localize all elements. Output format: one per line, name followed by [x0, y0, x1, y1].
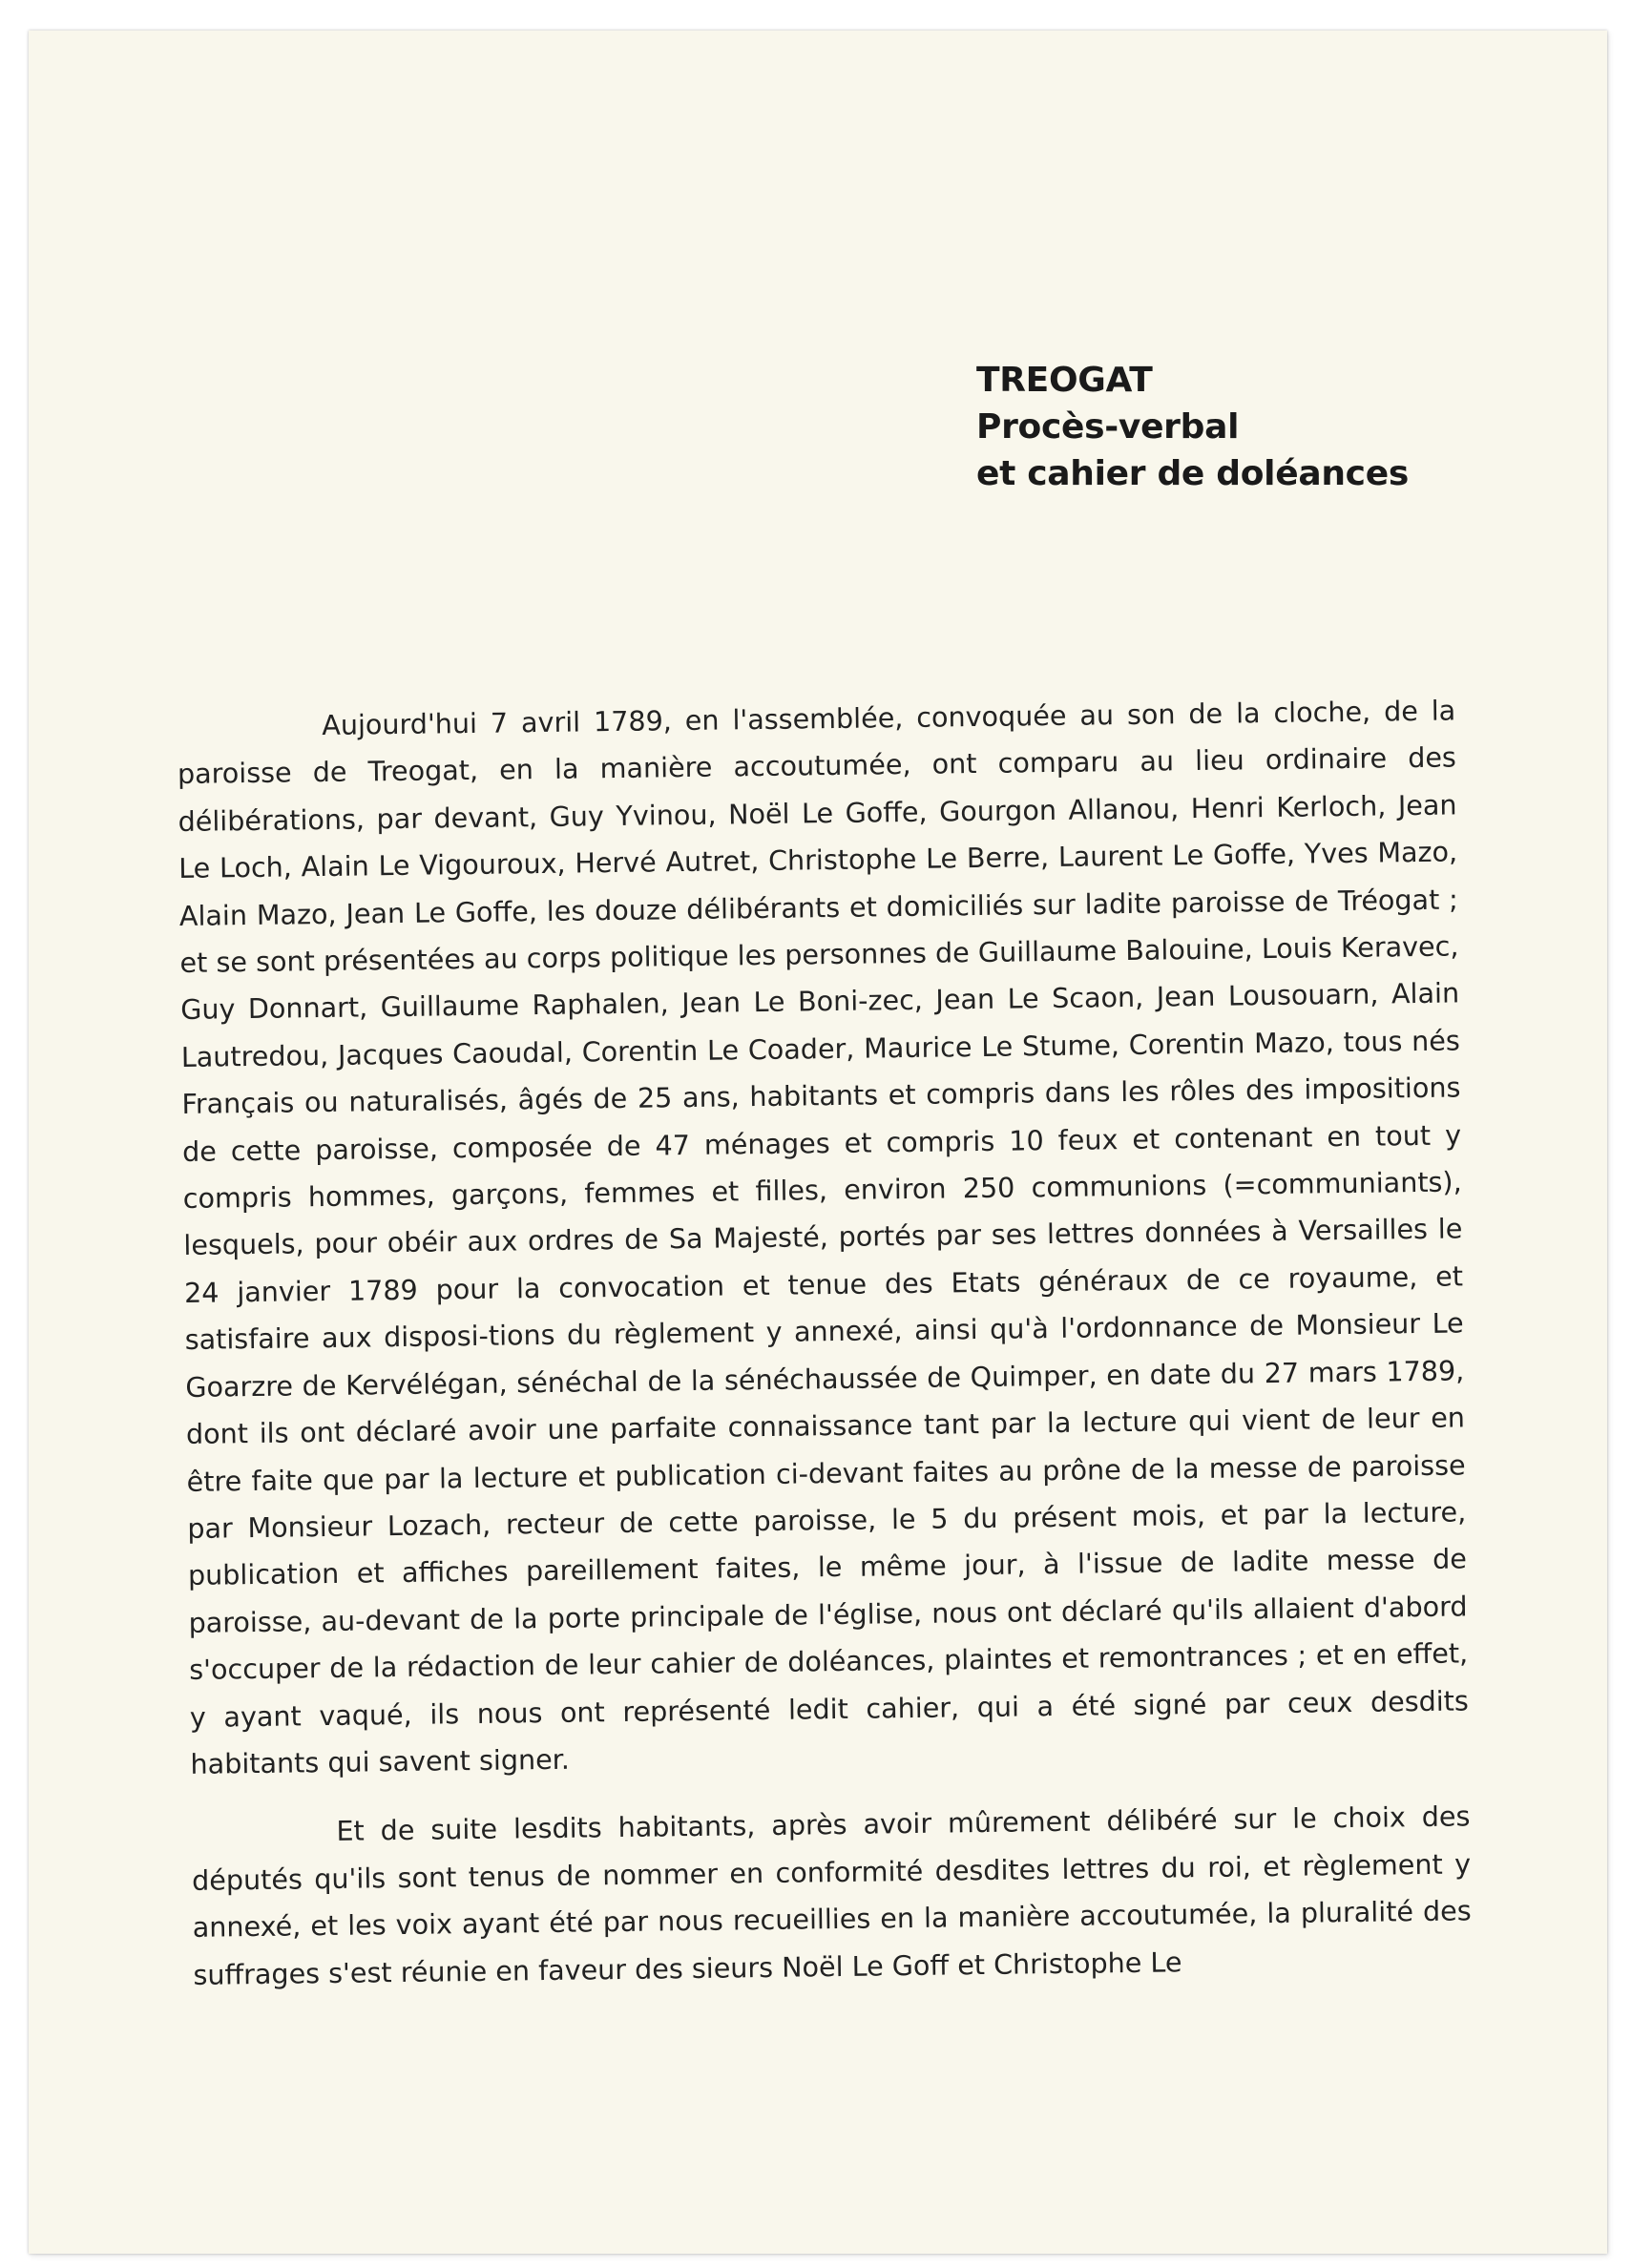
document-page — [29, 31, 1607, 2254]
heading-subtitle: Procès-verbal — [976, 407, 1240, 447]
heading-subtitle-continued: et cahier de doléances — [976, 454, 1409, 493]
heading-parish: TREOGAT — [976, 361, 1153, 400]
paragraph-2: Et de suite lesdits habitants, après avoir mûrement délibéré sur le choix des députés qu'ils sont tenus de nommer en conformité desdites lettres du roi, et règlement y annexé, et les voix ayant été par nous recueillies en la manière accoutumée, la pluralité des suffrages s'est réunie en faveur des sieurs Noël Le Goff et Christophe Le — [191, 1800, 1472, 1991]
paragraph-1: Aujourd'hui 7 avril 1789, en l'assemblée, convoquée au son de la cloche, de la paroisse de Treogat, en la manière accoutumée, ont comparu au lieu ordinaire des délibérations, par devant, Guy Yvinou, Noël Le Goffe, Gourgon Allanou, Henri Kerloch, Jean Le Loch, Alain Le Vigouroux, Hervé Autret, Christophe Le Berre, Laurent Le Goffe, Yves Mazo, Alain Mazo, Jean Le Goffe, les douze délibérants et domiciliés sur ladite paroisse de Tréogat ; et se sont présentées au corps politique les personnes de Guillaume Balouine, Louis Keravec, Guy Donnart, Guillaume Raphalen, Jean Le Boni-zec, Jean Le Scaon, Jean Lousouarn, Alain Lautredou, Jacques Caoudal, Corentin Le Coader, Maurice Le Stume, Corentin Mazo, tous nés Français ou naturalisés, âgés de 25 ans, habitants et compris dans les rôles des impositions de cette paroisse, composée de 47 ménages et compris 10 feux et contenant en tout y compris hommes, garçons, femmes et filles, environ 250 communions (=communiants), lesquels, pour obéir aux ordres de Sa Majesté, portés par ses lettres données à Versailles le 24 janvier 1789 pour la convocation et tenue des Etats généraux de ce royaume, et satisfaire aux disposi-tions du règlement y annexé, ainsi qu'à l'ordonnance de Monsieur Le Goarzre de Kervélégan, sénéchal de la sénéchaussée de Quimper, en date du 27 mars 1789, dont ils ont déclaré avoir une parfaite connaissance tant par la lecture qui vient de leur en être faite que par la lecture et publication ci-devant faites au prône de la messe de paroisse par Monsieur Lozach, recteur de cette paroisse, le 5 du présent mois, et par la lecture, publication et affiches pareillement faites, le même jour, à l'issue de ladite messe de paroisse, au-devant de la porte principale de l'église, nous ont déclaré qu'ils allaient d'abord s'occuper de la rédaction de leur cahier de doléances, plaintes et remontrances ; et en effet, y ayant vaqué, ils nous ont représenté ledit cahier, qui a été signé par ceux desdits habitants qui savent signer. — [177, 694, 1470, 1780]
document-heading — [976, 357, 1409, 497]
document-body — [177, 687, 1473, 1998]
